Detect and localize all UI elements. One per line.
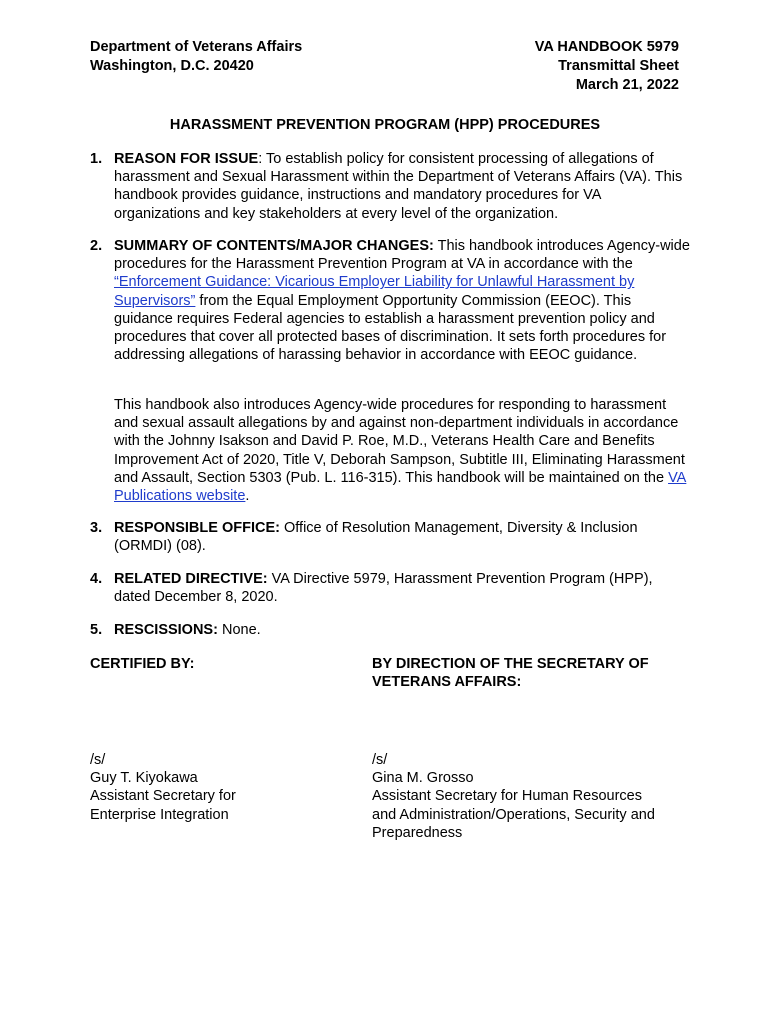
certifier-signature-block: [90, 751, 340, 824]
section-label: RELATED DIRECTIVE:: [114, 571, 268, 587]
section-reason-for-issue: [90, 150, 690, 223]
section-number: 1.: [90, 151, 103, 167]
department-address: Washington, D.C. 20420: [90, 58, 254, 74]
paragraph-end: .: [245, 488, 250, 505]
by-direction-block: [372, 655, 692, 691]
signature-mark: /s/: [372, 752, 388, 768]
signer-name: Guy T. Kiyokawa: [90, 770, 198, 787]
section-text: None.: [217, 622, 261, 638]
section-responsible-office: [90, 519, 690, 555]
section-label: SUMMARY OF CONTENTS/MAJOR CHANGES:: [114, 238, 434, 254]
transmittal-label: Transmittal Sheet: [558, 58, 679, 74]
section-summary-of-contents: [90, 237, 690, 364]
signer-title-line-1: Assistant Secretary for: [90, 788, 236, 805]
by-direction-heading-line-2: VETERANS AFFAIRS:: [372, 674, 522, 691]
signer-title-line-2: and Administration/Operations, Security and: [372, 806, 655, 823]
secretary-signature-block: [372, 751, 692, 842]
issuing-office-block: [90, 38, 302, 76]
department-name: Department of Veterans Affairs: [90, 39, 303, 55]
section-rescissions: [90, 621, 690, 639]
va-publications-website-link[interactable]: VA Publications website: [114, 469, 687, 505]
section-number: 5.: [90, 622, 103, 638]
section-text: : To establish policy for consistent processing of allegations of harassment and Sexual Harassment within the Department of Veterans Affairs (VA). This handbook provides guidance, instructions and mandatory procedures for VA organizations and key stakeholders at every level of the organization.: [114, 151, 683, 222]
section-text: This handbook introduces Agency-wide procedures for the Harassment Prevention Program at VA in accordance with the: [114, 238, 690, 273]
section-number: 2.: [90, 238, 103, 254]
section-related-directive: [90, 570, 690, 606]
certified-by-block: [90, 655, 340, 673]
certified-by-heading: CERTIFIED BY:: [90, 656, 195, 672]
issue-date: March 21, 2022: [575, 77, 679, 93]
by-direction-heading-line-1: BY DIRECTION OF THE SECRETARY OF: [372, 656, 649, 672]
section-text: Office of Resolution Management, Diversity & Inclusion (ORMDI) (08).: [114, 520, 638, 555]
signer-title-line-2: Enterprise Integration: [90, 806, 229, 823]
signer-title-line-1: Assistant Secretary for Human Resources: [372, 788, 642, 805]
section-label: REASON FOR ISSUE: [114, 151, 259, 167]
eeoc-enforcement-guidance-link[interactable]: “Enforcement Guidance: Vicarious Employer Liability for Unlawful Harassment by Supervisors”: [114, 274, 635, 309]
paragraph-text: This handbook also introduces Agency-wide procedures for responding to harassment and sexual assault allegations by and against non-department individuals in accordance with the Johnny Isakson and David P. Roe, M.D., Veterans Health Care and Benefits Improvement Act of 2020, Title V, Deborah Sampson, Subtitle III, Eliminating Harassment and Assault, Section 5303 (Pub. L. 116-315). This handbook will be maintained on the: [114, 397, 685, 486]
section-summary-paragraph-2: [114, 396, 690, 505]
section-label: RESPONSIBLE OFFICE:: [114, 520, 280, 536]
handbook-id-block: [535, 38, 679, 95]
section-text: VA Directive 5979, Harassment Prevention Program (HPP), dated December 8, 2020.: [114, 571, 653, 606]
section-text-continued: from the Equal Employment Opportunity Commission (EEOC). This guidance requires Federal agencies to establish a harassment prevention policy and procedures that cover all protected bases of discrimination. It sets forth procedures for addressing allegations of harassing behavior in accordance with EEOC guidance.: [114, 292, 667, 364]
section-label: RESCISSIONS:: [114, 622, 218, 638]
signature-mark: /s/: [90, 752, 106, 768]
signer-name: Gina M. Grosso: [372, 770, 474, 787]
section-number: 4.: [90, 571, 103, 587]
section-number: 3.: [90, 520, 103, 536]
signer-title-line-3: Preparedness: [372, 824, 463, 841]
handbook-number: VA HANDBOOK 5979: [534, 39, 679, 55]
page-title: HARASSMENT PREVENTION PROGRAM (HPP) PROCEDURES: [169, 117, 601, 133]
